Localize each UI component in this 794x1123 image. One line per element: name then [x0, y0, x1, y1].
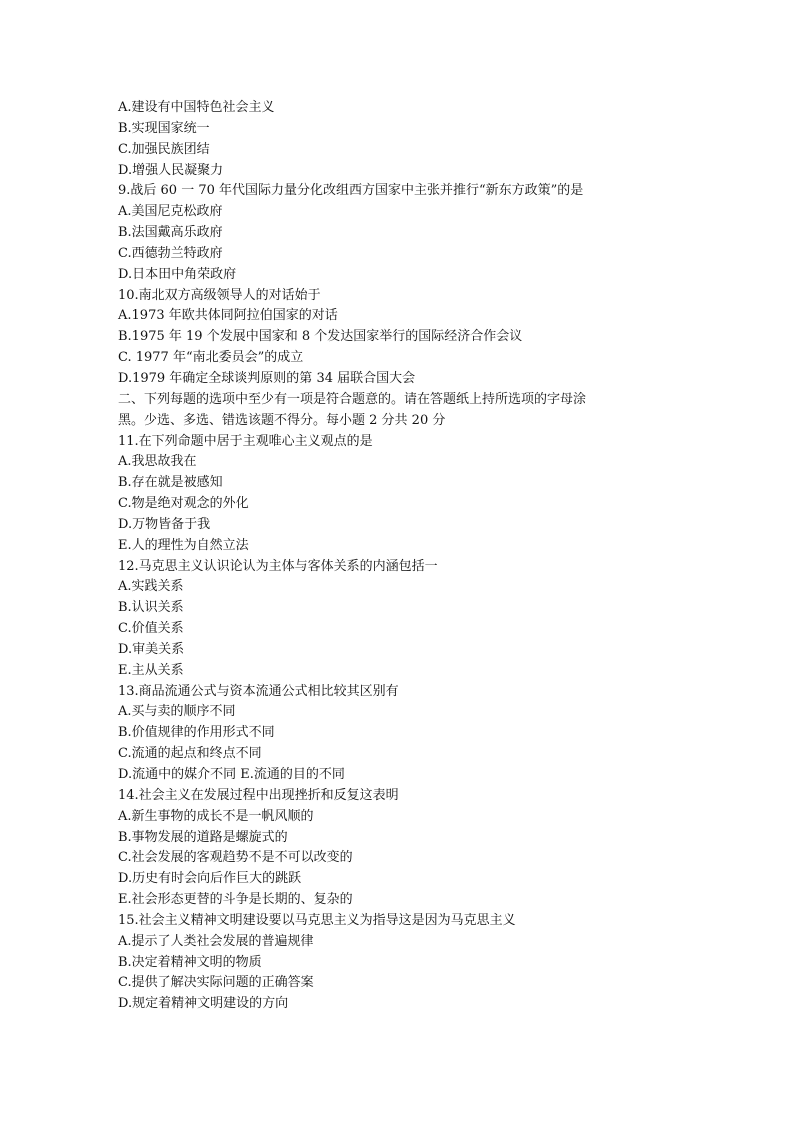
- question-10: [118, 286, 678, 390]
- option-15b: B.决定着精神文明的物质: [118, 954, 262, 970]
- option-9a: A.美国尼克松政府: [118, 204, 223, 220]
- option-10d: D.1979 年确定全球谈判原则的第 34 届联合国大会: [118, 370, 416, 386]
- option-9d: D.日本田中角荣政府: [118, 266, 237, 282]
- option-13c: C.流通的起点和终点不同: [118, 746, 262, 762]
- question-11-stem: 11.在下列命题中居于主观唯心主义观点的是: [118, 433, 373, 449]
- option-11c: C.物是绝对观念的外化: [118, 496, 249, 512]
- question-15: [118, 911, 678, 1015]
- option-12c: C.价值关系: [118, 621, 184, 637]
- question-13: [118, 682, 678, 786]
- option-12b: B.认识关系: [118, 600, 184, 616]
- option-12e: E.主从关系: [118, 662, 184, 678]
- question-8-options: [118, 98, 678, 181]
- option-11b: B.存在就是被感知: [118, 475, 223, 491]
- question-12-stem: 12.马克思主义认识论认为主体与客体关系的内涵包括一: [118, 558, 438, 574]
- question-12: [118, 557, 678, 682]
- option-10a: A.1973 年欧共体同阿拉伯国家的对话: [118, 308, 338, 324]
- option-14d: D.历史有时会向后作巨大的跳跃: [118, 871, 302, 887]
- option-8b: B.实现国家统一: [118, 120, 210, 136]
- option-15c: C.提供了解决实际问题的正确答案: [118, 975, 314, 991]
- option-13de: D.流通中的媒介不同 E.流通的目的不同: [118, 767, 345, 782]
- question-15-stem: 15.社会主义精神文明建设要以马克思主义为指导这是因为马克思主义: [118, 912, 516, 928]
- question-9-stem: 9.战后 60 一 70 年代国际力量分化改组西方国家中主张并推行“新东方政策”的是: [118, 183, 584, 199]
- option-8a: A.建设有中国特色社会主义: [118, 100, 275, 115]
- option-12a: A.实践关系: [118, 579, 184, 595]
- question-10-stem: 10.南北双方高级领导人的对话始于: [118, 287, 321, 303]
- option-14c: C.社会发展的客观趋势不是不可以改变的: [118, 850, 353, 866]
- section-2-instructions: [118, 390, 678, 432]
- option-8d: D.增强人民凝聚力: [118, 162, 224, 178]
- option-14b: B.事物发展的道路是螺旋式的: [118, 829, 288, 845]
- option-12d: D.审美关系: [118, 641, 185, 657]
- section-2-line-2: 黑。少选、多选、错选该题不得分。每小题 2 分共 20 分: [118, 412, 446, 428]
- option-14e: E.社会形态更替的斗争是长期的、复杂的: [118, 892, 353, 908]
- option-15a: A.提示了人类社会发展的普遍规律: [118, 933, 314, 949]
- option-9c: C.西德勃兰特政府: [118, 245, 223, 261]
- option-13b: B.价值规律的作用形式不同: [118, 725, 275, 741]
- question-14-stem: 14.社会主义在发展过程中出现挫折和反复这表明: [118, 787, 399, 803]
- option-11d: D.万物皆备于我: [118, 516, 211, 532]
- option-9b: B.法国戴高乐政府: [118, 225, 223, 241]
- option-14a: A.新生事物的成长不是一帆风顺的: [118, 808, 314, 824]
- section-2-line-1: 二、下列每题的选项中至少有一项是符合题意的。请在答题纸上持所选项的字母涂: [118, 391, 587, 407]
- option-11a: A.我思故我在: [118, 454, 197, 470]
- exam-page: [118, 98, 678, 1015]
- question-13-stem: 13.商品流通公式与资本流通公式相比较其区别有: [118, 683, 399, 699]
- option-13a: A.买与卖的顺序不同: [118, 704, 236, 720]
- question-9: [118, 181, 678, 285]
- option-10b: B.1975 年 19 个发展中国家和 8 个发达国家举行的国际经济合作会议: [118, 329, 523, 345]
- question-14: [118, 786, 678, 911]
- question-11: [118, 432, 678, 557]
- option-11e: E.人的理性为自然立法: [118, 537, 249, 553]
- option-15d: D.规定着精神文明建设的方向: [118, 996, 289, 1012]
- option-10c: C. 1977 年“南北委员会”的成立: [118, 350, 304, 366]
- option-8c: C.加强民族团结: [118, 141, 210, 157]
